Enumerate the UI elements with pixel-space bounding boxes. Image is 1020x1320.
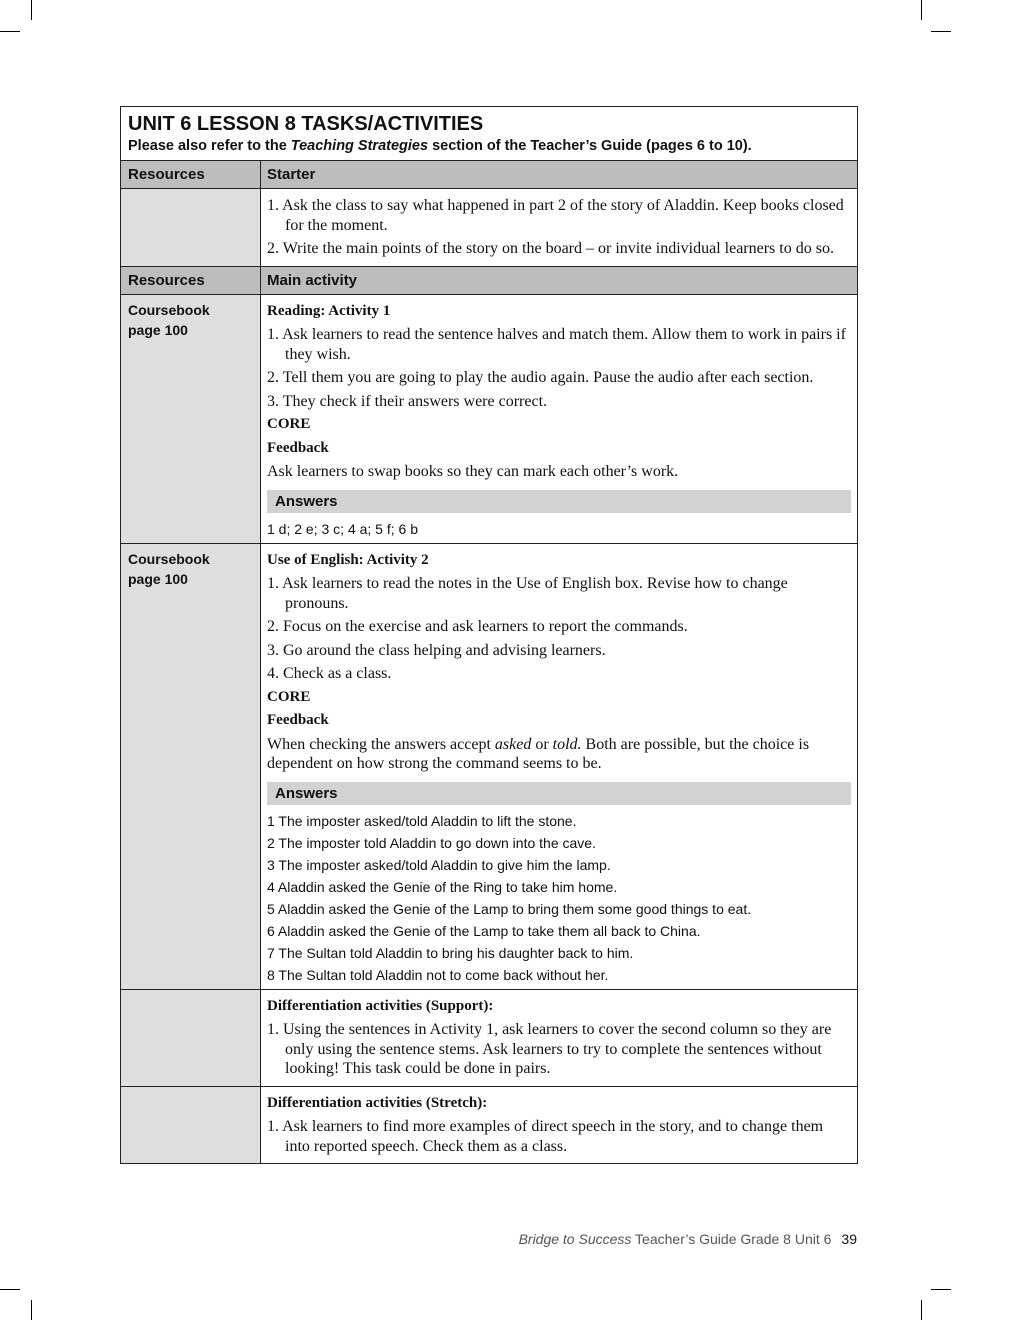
resources-cell [121, 189, 261, 266]
resources-heading: Resources [121, 267, 261, 294]
list-item: 1. Ask learners to read the sentence halves and match them. Allow them to work in pairs if they wish. [267, 326, 846, 363]
stretch-row [121, 1087, 857, 1164]
activity-title: Reading: Activity 1 [267, 302, 391, 319]
list-item: 1. Ask learners to read the notes in the Use of English box. Revise how to change pronouns. [267, 575, 788, 612]
answer-line: 2 The imposter told Aladdin to go down into the cave. [267, 834, 596, 851]
answer-line: 3 The imposter asked/told Aladdin to give him the lamp. [267, 856, 611, 873]
resource-page: page 100 [128, 321, 188, 338]
list-item: 1. Ask learners to find more examples of direct speech in the story, and to change them into reported speech. Check them as a class. [267, 1118, 824, 1155]
starter-content [261, 189, 857, 266]
feedback-label: Feedback [267, 439, 329, 456]
subtitle-text: Please also refer to the [128, 138, 291, 154]
answers-heading: Answers [267, 490, 851, 513]
crop-mark [921, 0, 922, 20]
activity1-row [121, 295, 857, 544]
list-item: 3. Go around the class helping and advising learners. [267, 641, 606, 659]
answers-heading: Answers [267, 782, 851, 805]
feedback-label: Feedback [267, 712, 329, 728]
feedback-italic: told. [552, 735, 582, 753]
resources-cell [121, 544, 261, 989]
stretch-content [261, 1087, 857, 1164]
subtitle-text: section of the Teacher’s Guide (pages 6 to 10). [428, 138, 752, 154]
list-item: 2. Tell them you are going to play the audio again. Pause the audio after each section. [267, 369, 814, 386]
feedback-fragment: When checking the answers accept [267, 735, 495, 753]
answer-line: 1 The imposter asked/told Aladdin to lift the stone. [267, 812, 577, 829]
list-item: 2. Write the main points of the story on the board – or invite individual learners to do so. [267, 240, 834, 257]
main-activity-heading: Main activity [267, 271, 358, 289]
resource-name: Coursebook [128, 550, 210, 567]
list-item: 2. Focus on the exercise and ask learners to report the commands. [267, 618, 688, 635]
feedback-text [267, 735, 851, 774]
feedback-text: Ask learners to swap books so they can mark each other’s work. [267, 463, 679, 480]
activity-title: Use of English: Activity 2 [267, 551, 429, 568]
footer-book-title: Bridge to Success [518, 1231, 632, 1247]
resources-cell [121, 295, 261, 543]
answer-line: 5 Aladdin asked the Genie of the Lamp to bring them some good things to eat. [267, 900, 752, 917]
feedback-fragment: Both are possible, but the choice is dependent on how strong the command seems to be. [267, 735, 810, 772]
page-subtitle [128, 136, 850, 156]
crop-mark [0, 1289, 20, 1290]
subtitle-italic: Teaching Strategies [290, 138, 429, 154]
support-row [121, 990, 857, 1087]
activity1-content [261, 295, 857, 543]
stretch-title: Differentiation activities (Stretch): [267, 1094, 488, 1111]
answer-line: 1 d; 2 e; 3 c; 4 a; 5 f; 6 b [267, 520, 418, 537]
crop-mark [31, 0, 32, 20]
activity2-row [121, 544, 857, 990]
feedback-italic: asked [494, 735, 532, 753]
resource-page: page 100 [128, 570, 188, 587]
answer-line: 6 Aladdin asked the Genie of the Lamp to take them all back to China. [267, 922, 701, 939]
section-heading-row [121, 267, 857, 295]
page-title: UNIT 6 LESSON 8 TASKS/ACTIVITIES [128, 113, 484, 135]
answer-line: 4 Aladdin asked the Genie of the Ring to take him home. [267, 878, 618, 895]
list-item: 3. They check if their answers were correct. [267, 392, 548, 410]
starter-heading: Starter [267, 166, 316, 183]
resources-cell [121, 1087, 261, 1164]
feedback-fragment: or [531, 735, 553, 753]
crop-mark [931, 1289, 951, 1290]
list-item: 1. Ask the class to say what happened in part 2 of the story of Aladdin. Keep books closed for the moment. [267, 197, 844, 234]
resources-heading: Resources [121, 161, 261, 188]
crop-mark [31, 1300, 32, 1320]
list-item: 4. Check as a class. [267, 665, 392, 682]
resources-cell [121, 990, 261, 1086]
core-label: CORE [267, 416, 311, 432]
lesson-table [120, 106, 858, 1164]
support-title: Differentiation activities (Support): [267, 997, 494, 1014]
support-content [261, 990, 857, 1086]
core-label: CORE [267, 688, 311, 705]
answer-line: 8 The Sultan told Aladdin not to come back without her. [267, 966, 609, 983]
page-footer [0, 1231, 857, 1247]
crop-mark [921, 1300, 922, 1320]
footer-text: Teacher’s Guide Grade 8 Unit 6 [631, 1231, 832, 1247]
resource-name: Coursebook [128, 301, 210, 318]
list-item: 1. Using the sentences in Activity 1, ask learners to cover the second column so they are only using the sentence stems. Ask learners to try to complete the sentences without looking! This task could be done in pairs. [267, 1021, 832, 1077]
crop-mark [931, 31, 951, 32]
lesson-header [121, 107, 857, 161]
section-heading-row [121, 161, 857, 189]
page-number: 39 [841, 1231, 857, 1247]
crop-mark [0, 31, 20, 32]
activity2-content [261, 544, 857, 989]
answer-line: 7 The Sultan told Aladdin to bring his daughter back to him. [267, 944, 634, 961]
starter-row [121, 189, 857, 267]
